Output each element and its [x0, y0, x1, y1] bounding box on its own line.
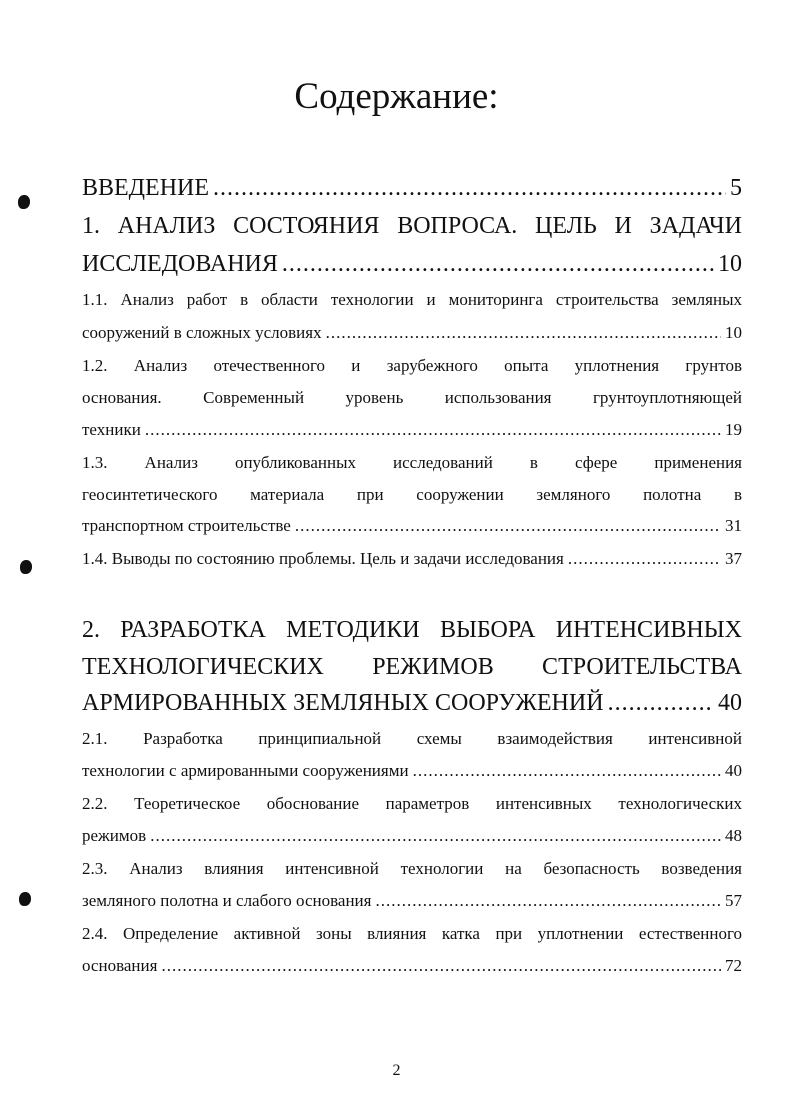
toc-entry-text: технологии с армированными сооружениями [82, 761, 409, 780]
dot-leader [375, 886, 721, 916]
toc-entry-text: 2.3. Анализ влияния интенсивной технологии на безопасность возведения [82, 859, 742, 878]
dot-leader [568, 544, 721, 574]
scan-hole-mark [18, 195, 30, 209]
toc-entry-text: земляного полотна и слабого основания [82, 891, 372, 910]
toc-entry-text: 2.1. Разработка принципиальной схемы взаимодействия интенсивной [82, 729, 742, 748]
toc-page-number: 40 [725, 761, 742, 780]
toc-entry-line-with-page [82, 821, 742, 851]
toc-entry-line [82, 285, 742, 315]
dot-leader [295, 511, 721, 541]
toc-page-number: 48 [725, 826, 742, 845]
toc-page-number: 57 [725, 891, 742, 910]
toc-entry-line [82, 649, 742, 685]
toc-entry-text: ВВЕДЕНИЕ [82, 175, 210, 201]
dot-leader [608, 685, 714, 721]
toc-entry-text: режимов [82, 826, 147, 845]
toc-entry-text: АРМИРОВАННЫХ ЗЕМЛЯНЫХ СООРУЖЕНИЙ [82, 690, 604, 716]
toc-entry-text: 2. РАЗРАБОТКА МЕТОДИКИ ВЫБОРА ИНТЕНСИВНЫХ [82, 617, 742, 643]
toc-entry-line-with-page [82, 756, 742, 786]
toc-entry-text: 1.4. Выводы по состоянию проблемы. Цель и задачи исследования [82, 549, 564, 568]
toc-entry-line [82, 448, 742, 478]
scan-hole-mark [19, 892, 31, 906]
toc-entry-line-with-page [82, 318, 742, 348]
toc-entry-line-with-page [82, 544, 742, 574]
toc-entry-line-with-page [82, 415, 742, 445]
toc-entry-text: ИССЛЕДОВАНИЯ [82, 251, 278, 277]
toc-entry-line [82, 919, 742, 949]
dot-leader [145, 415, 721, 445]
toc-entry-text: 2.4. Определение активной зоны влияния катка при уплотнении естественного [82, 924, 742, 943]
toc-page-number: 10 [725, 323, 742, 342]
toc-entry-line-with-page [82, 685, 742, 721]
dot-leader [282, 246, 714, 282]
toc-entry-text: транспортном строительстве [82, 516, 291, 535]
toc-entry-text: техники [82, 420, 141, 439]
toc-entry-line-with-page [82, 951, 742, 981]
toc-entry-text: 1.1. Анализ работ в области технологии и мониторинга строительства земляных [82, 290, 742, 309]
page-number: 2 [392, 1062, 401, 1079]
toc-entry-line-with-page [82, 170, 742, 206]
toc-page-number: 40 [718, 690, 742, 716]
toc-entry-line [82, 383, 742, 413]
toc-page-number: 10 [718, 251, 742, 277]
toc-page-number: 72 [725, 956, 742, 975]
toc-entry-line-with-page [82, 886, 742, 916]
toc-entry-text: 1.2. Анализ отечественного и зарубежного опыта уплотнения грунтов [82, 356, 742, 375]
toc-page-number: 31 [725, 516, 742, 535]
page-title: Содержание: [294, 76, 499, 117]
toc-page-number: 5 [730, 175, 742, 201]
dot-leader [413, 756, 721, 786]
toc-entry-text: основания [82, 956, 158, 975]
toc-entry-text: основания. Современный уровень использования грунтоуплотняющей [82, 388, 742, 407]
toc-entry-line [82, 854, 742, 884]
toc-entry-line [82, 351, 742, 381]
scan-hole-mark [20, 560, 32, 574]
toc-entry-line-with-page [82, 511, 742, 541]
toc-page-number: 19 [725, 420, 742, 439]
toc-entry-line [82, 724, 742, 754]
dot-leader [326, 318, 721, 348]
dot-leader [213, 170, 726, 206]
toc-entry-text: сооружений в сложных условиях [82, 323, 322, 342]
dot-leader [150, 821, 721, 851]
toc-entry-line-with-page [82, 246, 742, 282]
toc-page-number: 37 [725, 549, 742, 568]
toc-entry-line [82, 208, 742, 244]
dot-leader [161, 951, 721, 981]
toc-entry-line [82, 480, 742, 510]
toc-entry-line [82, 612, 742, 648]
toc-entry-text: ТЕХНОЛОГИЧЕСКИХ РЕЖИМОВ СТРОИТЕЛЬСТВА [82, 654, 742, 680]
toc-entry-text: 1.3. Анализ опубликованных исследований в сфере применения [82, 453, 742, 472]
toc-entry-text: геосинтетического материала при сооружении земляного полотна в [82, 485, 742, 504]
toc-entry-text: 1. АНАЛИЗ СОСТОЯНИЯ ВОПРОСА. ЦЕЛЬ И ЗАДАЧИ [82, 213, 742, 239]
toc-entry-text: 2.2. Теоретическое обоснование параметров интенсивных технологических [82, 794, 742, 813]
toc-entry-line [82, 789, 742, 819]
